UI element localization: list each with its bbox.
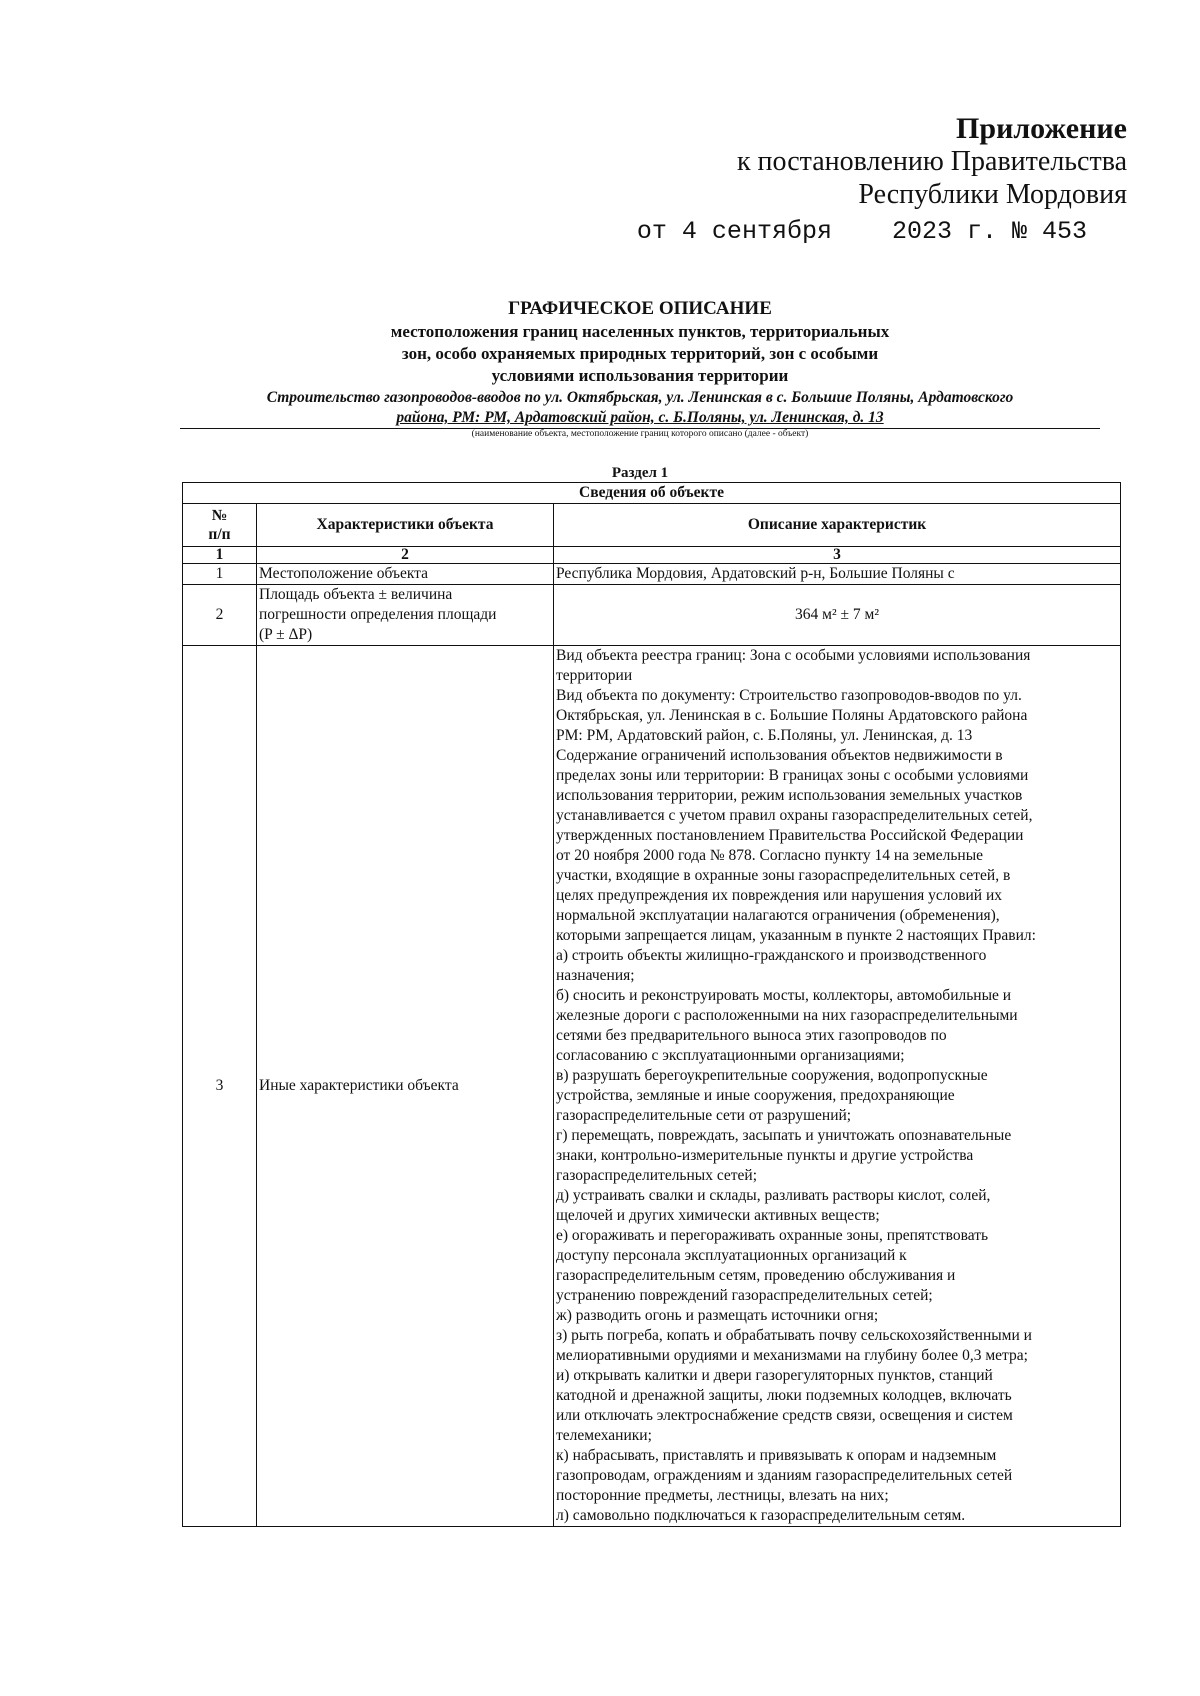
description-line: нормальной эксплуатации налагаются ограничения (обременения), xyxy=(556,907,1000,924)
row-characteristic: Местоположение объекта xyxy=(257,564,554,585)
row-characteristic: Иные характеристики объекта xyxy=(257,646,554,1527)
description-line: и) открывать калитки и двери газорегуляторных пунктов, станций xyxy=(556,1367,993,1384)
description-line: использования территории, режим использования земельных участков xyxy=(556,787,1023,804)
document-subtitle-line-1: местоположения границ населенных пунктов, территориальных xyxy=(390,322,890,341)
object-info-table xyxy=(182,482,1121,1527)
document-header xyxy=(180,297,1100,440)
description-line: целях предупреждения их повреждения или нарушения условий их xyxy=(556,887,1003,904)
description-line: газораспределительным сетям, проведению обслуживания и xyxy=(556,1267,956,1284)
table-row xyxy=(183,646,1121,1527)
row-description: 364 м² ± 7 м² xyxy=(554,585,1121,646)
description-line: к) набрасывать, приставлять и привязывать к опорам и надземным xyxy=(556,1447,997,1464)
description-line: Вид объекта по документу: Строительство газопроводов-вводов по ул. xyxy=(556,687,1022,704)
description-line: назначения; xyxy=(556,967,635,984)
object-name-note: (наименование объекта, местоположение границ которого описано (далее - объект) xyxy=(471,429,809,439)
description-line: з) рыть погреба, копать и обрабатывать почву сельскохозяйственными и xyxy=(556,1327,1032,1344)
description-line: территории xyxy=(556,667,633,684)
column-number: 2 xyxy=(257,547,554,564)
table-header-row xyxy=(183,504,1121,547)
table-title-row xyxy=(183,483,1121,504)
appendix-line-2: Республики Мордовия xyxy=(858,179,1127,210)
description-line: железные дороги с расположенными на них газораспределительными xyxy=(556,1007,1018,1024)
description-line: утвержденных постановлением Правительства Российской Федерации xyxy=(556,827,1024,844)
description-line: согласованию с эксплуатационными организациями; xyxy=(556,1047,905,1064)
description-line: или отключать электроснабжение средств связи, освещения и систем xyxy=(556,1407,1013,1424)
description-line: доступу персонала эксплуатационных организаций к xyxy=(556,1247,907,1264)
description-line: участки, входящие в охранные зоны газораспределительных сетей, в xyxy=(556,867,1011,884)
description-line: в) разрушать берегоукрепительные сооружения, водопропускные xyxy=(556,1067,988,1084)
description-line: знаки, контрольно-измерительные пункты и другие устройства xyxy=(556,1147,974,1164)
column-number-row xyxy=(183,547,1121,564)
description-line: Содержание ограничений использования объектов недвижимости в xyxy=(556,747,1003,764)
description-line: газопроводам, ограждениям и зданиям газораспределительных сетей xyxy=(556,1467,1013,1484)
description-line: мелиоративными орудиями и механизмами на глубину более 0,3 метра; xyxy=(556,1347,1028,1364)
description-line: газораспределительные сети от разрушений; xyxy=(556,1107,852,1124)
description-line: пределах зоны или территории: В границах зоны с особыми условиями xyxy=(556,767,1029,784)
table-row xyxy=(183,585,1121,646)
description-line: телемеханики; xyxy=(556,1427,652,1444)
row-characteristic xyxy=(257,585,554,646)
description-line: г) перемещать, повреждать, засыпать и уничтожать опознавательные xyxy=(556,1127,1012,1144)
appendix-title: Приложение xyxy=(956,112,1127,145)
document-subtitle-line-3: условиями использования территории xyxy=(491,366,789,385)
appendix-block xyxy=(636,112,1127,246)
characteristic-line: (P ± ΔP) xyxy=(259,626,313,643)
document-title: ГРАФИЧЕСКОЕ ОПИСАНИЕ xyxy=(508,298,772,319)
section-label: Раздел 1 xyxy=(611,465,669,481)
appendix-line-1: к постановлению Правительства xyxy=(736,146,1127,177)
row-number: 1 xyxy=(183,564,257,585)
description-line: Октябрьская, ул. Ленинская в с. Большие Поляны Ардатовского района xyxy=(556,707,1028,724)
description-line: от 20 ноября 2000 года № 878. Согласно пункту 14 на земельные xyxy=(556,847,983,864)
description-line: Вид объекта реестра границ: Зона с особыми условиями использования xyxy=(556,647,1031,664)
column-header-number: № п/п xyxy=(183,504,257,547)
row-number: 2 xyxy=(183,585,257,646)
description-line: катодной и дренажной защиты, люки подземных колодцев, включать xyxy=(556,1387,1012,1404)
row-description xyxy=(554,646,1121,1527)
description-line: а) строить объекты жилищно-гражданского и производственного xyxy=(556,947,987,964)
appendix-date-line: от 4 сентября 2023 г. № 453 xyxy=(636,217,1087,246)
description-line: устранению повреждений газораспределительных сетей; xyxy=(556,1287,933,1304)
column-header-description: Описание характеристик xyxy=(554,504,1121,547)
object-name-line-2 xyxy=(180,408,1100,427)
column-number: 3 xyxy=(554,547,1121,564)
description-line: посторонние предметы, лестницы, влезать на них; xyxy=(556,1487,889,1504)
characteristic-line: погрешности определения площади xyxy=(259,606,497,623)
row-number: 3 xyxy=(183,646,257,1527)
description-line: которыми запрещается лицам, указанным в пункте 2 настоящих Правил: xyxy=(556,927,1036,944)
column-number: 1 xyxy=(183,547,257,564)
description-line: л) самовольно подключаться к газораспределительным сетям. xyxy=(556,1507,966,1524)
row-description: Республика Мордовия, Ардатовский р-н, Большие Поляны с xyxy=(554,564,1121,585)
description-line: д) устраивать свалки и склады, разливать растворы кислот, солей, xyxy=(556,1187,991,1204)
description-line: щелочей и других химически активных веществ; xyxy=(556,1207,880,1224)
description-line: РМ: РМ, Ардатовский район, с. Б.Поляны, ул. Ленинская, д. 13 xyxy=(556,727,973,744)
characteristic-line: Площадь объекта ± величина xyxy=(259,586,453,603)
table-title: Сведения об объекте xyxy=(183,483,1121,504)
description-line: сетями без предварительного выноса этих газопроводов по xyxy=(556,1027,947,1044)
description-line: б) сносить и реконструировать мосты, коллекторы, автомобильные и xyxy=(556,987,1012,1004)
object-name-line-2-text: района, РМ: РМ, Ардатовский район, с. Б.Поляны, ул. Ленинская, д. 13 xyxy=(396,409,884,426)
description-line: газораспределительных сетей; xyxy=(556,1167,758,1184)
table-row xyxy=(183,564,1121,585)
document-subtitle-line-2: зон, особо охраняемых природных территорий, зон с особыми xyxy=(401,344,879,363)
description-line: е) огораживать и перегораживать охранные зоны, препятствовать xyxy=(556,1227,989,1244)
column-header-characteristic: Характеристики объекта xyxy=(257,504,554,547)
description-line: устройства, земляные и иные сооружения, предохраняющие xyxy=(556,1087,955,1104)
description-line: устанавливается с учетом правил охраны газораспределительных сетей, xyxy=(556,807,1033,824)
object-name-line-1: Строительство газопроводов-вводов по ул. Октябрьская, ул. Ленинская в с. Большие Поляны, Ардатовского xyxy=(266,389,1014,406)
description-line: ж) разводить огонь и размещать источники огня; xyxy=(556,1307,879,1324)
